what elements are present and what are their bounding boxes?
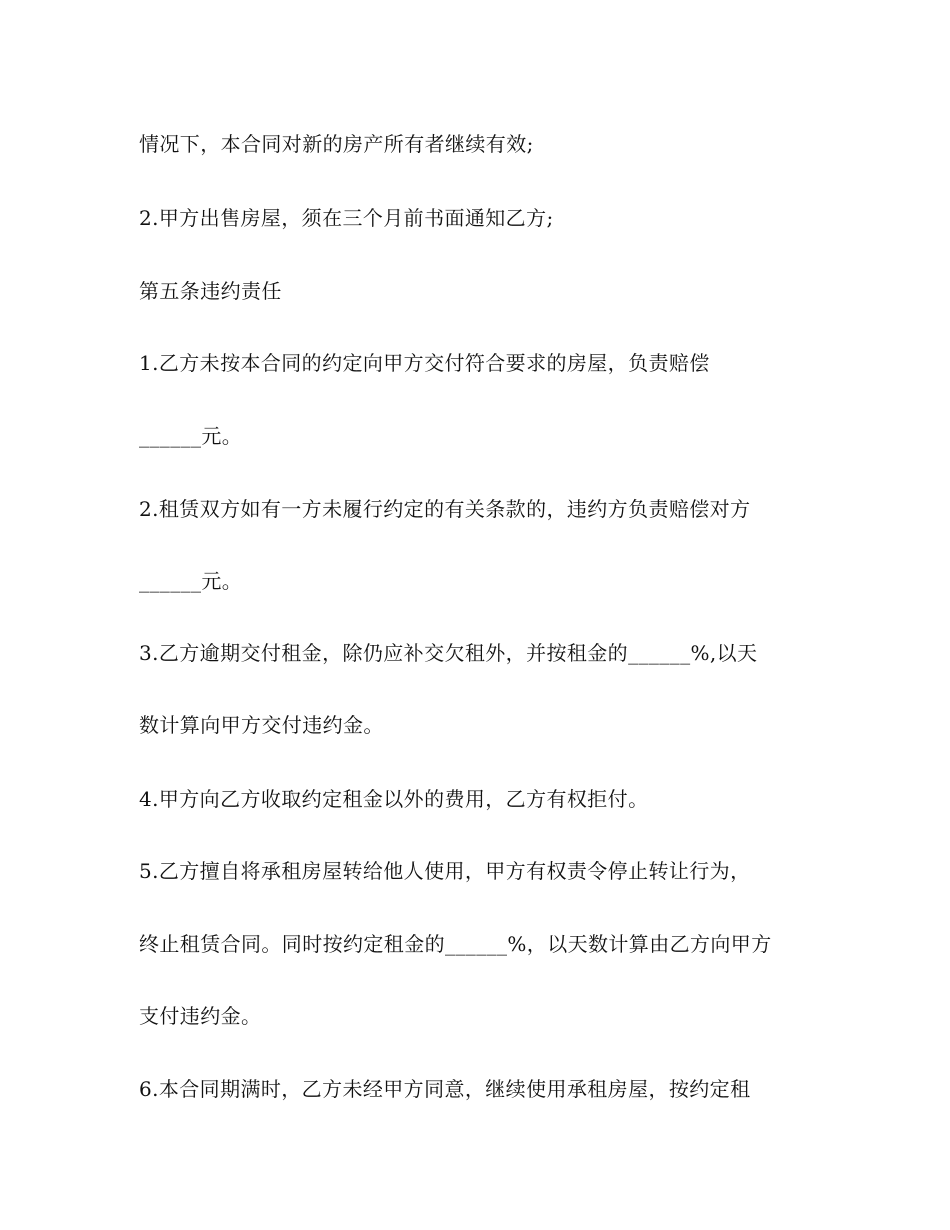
- paragraph-line: 3.乙方逾期交付租金，除仍应补交欠租外，并按租金的______%,以天: [139, 641, 758, 665]
- paragraph-line: 情况下，本合同对新的房产所有者继续有效;: [139, 132, 534, 156]
- paragraph-line: 支付违约金。: [139, 1004, 262, 1028]
- paragraph-line: 5.乙方擅自将承租房屋转给他人使用，甲方有权责令停止转让行为，: [139, 859, 751, 883]
- paragraph-line: 1.乙方未按本合同的约定向甲方交付符合要求的房屋，负责赔偿: [139, 351, 710, 375]
- paragraph-line: 4.甲方向乙方收取约定租金以外的费用，乙方有权拒付。: [139, 787, 649, 811]
- section-heading: 第五条违约责任: [139, 279, 282, 303]
- paragraph-line: 终止租赁合同。同时按约定租金的______%，以天数计算由乙方向甲方: [139, 932, 772, 956]
- paragraph-line: ______元。: [139, 424, 243, 448]
- paragraph-line: 2.甲方出售房屋，须在三个月前书面通知乙方;: [139, 206, 554, 230]
- paragraph-line: 2.租赁双方如有一方未履行约定的有关条款的，违约方负责赔偿对方: [139, 497, 751, 521]
- paragraph-line: 6.本合同期满时，乙方未经甲方同意，继续使用承租房屋，按约定租: [139, 1077, 751, 1101]
- paragraph-line: ______元。: [139, 569, 243, 593]
- paragraph-line: 数计算向甲方交付违约金。: [139, 713, 384, 737]
